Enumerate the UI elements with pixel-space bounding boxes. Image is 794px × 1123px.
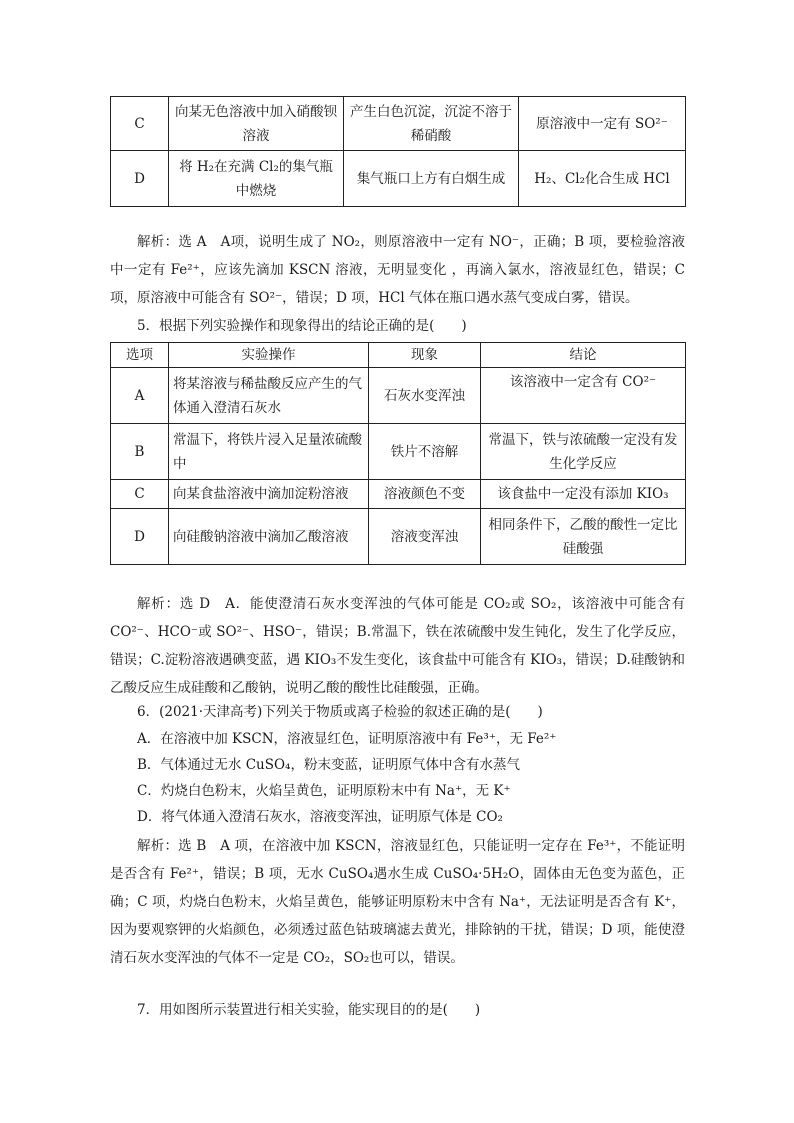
table-row: [111, 151, 686, 207]
analysis-q6: 解析：选 B A 项，在溶液中加 KSCN，溶液显红色，只能证明一定存在 Fe³⁺，不能证明是否含有 Fe²⁺，错误；B 项，无水 CuSO₄遇水生成 CuSO₄·5H₂O，固体由无色变为蓝色，正确；C 项，灼烧白色粉末，火焰呈黄色，能够证明原粉末中含有 Na⁺，无法证明是否含有 K⁺，因为要观察钾的火焰颜色，必须透过蓝色钴玻璃滤去黄光，排除钠的干扰，错误；D 项，能使澄清石灰水变浑浊的气体不一定是 CO₂，SO₂也可以，错误。: [110, 838, 685, 966]
q6-option-b: B．气体通过无水 CuSO₄，粉末变蓝，证明原气体中含有水蒸气: [137, 757, 520, 773]
table-row: [111, 509, 686, 565]
question-7: 7．用如图所示装置进行相关实验，能实现目的的是( ): [137, 1002, 481, 1018]
cell-conclusion: 相同条件下，乙酸的酸性一定比硅酸强: [481, 509, 686, 565]
cell-operation: 将 H₂在充满 Cl₂的集气瓶中燃烧: [169, 151, 344, 207]
q6-option-d: D．将气体通入澄清石灰水，溶液变浑浊，证明原气体是 CO₂: [137, 809, 503, 825]
table-row: [111, 424, 686, 480]
header-operation: 实验操作: [169, 343, 369, 368]
cell-operation: 向某无色溶液中加入硝酸钡溶液: [169, 97, 344, 151]
cell-option: B: [111, 424, 169, 480]
header-option: 选项: [111, 343, 169, 368]
cell-conclusion: 原溶液中一定有 SO²⁻: [519, 97, 686, 151]
cell-phenomenon: 铁片不溶解: [369, 424, 481, 480]
question-6: 6．(2021·天津高考)下列关于物质或离子检验的叙述正确的是( ): [137, 704, 543, 720]
header-conclusion: 结论: [481, 343, 686, 368]
header-phenomenon: 现象: [369, 343, 481, 368]
analysis-q5: 解析：选 D A．能使澄清石灰水变浑浊的气体可能是 CO₂或 SO₂，该溶液中可能含有 CO²⁻、HCO⁻或 SO²⁻、HSO⁻，错误；B.常温下，铁在浓硫酸中发生钝化，发生了化学反应，错误；C.淀粉溶液遇碘变蓝，遇 KIO₃不发生变化，该食盐中可能含有 KIO₃，错误；D.硅酸钠和乙酸反应生成硅酸和乙酸钠，说明乙酸的酸性比硅酸强，正确。: [110, 596, 685, 696]
cell-option: C: [111, 97, 169, 151]
q6-option-c: C．灼烧白色粉末，火焰呈黄色，证明原粉末中有 Na⁺，无 K⁺: [137, 783, 511, 799]
cell-phenomenon: 溶液变浑浊: [369, 509, 481, 565]
cell-phenomenon: 石灰水变浑浊: [369, 368, 481, 424]
cell-phenomenon: 产生白色沉淀，沉淀不溶于稀硝酸: [344, 97, 519, 151]
cell-conclusion: H₂、Cl₂化合生成 HCl: [519, 151, 686, 207]
cell-option: A: [111, 368, 169, 424]
question-5: 5．根据下列实验操作和现象得出的结论正确的是( ): [137, 318, 467, 334]
table-row: [111, 368, 686, 424]
cell-phenomenon: 溶液颜色不变: [369, 480, 481, 509]
table-q5: [110, 342, 686, 565]
table-q4-continued: [110, 96, 686, 207]
cell-operation: 向某食盐溶液中滴加淀粉溶液: [169, 480, 369, 509]
table-row: [111, 480, 686, 509]
cell-option: D: [111, 509, 169, 565]
cell-operation: 常温下，将铁片浸入足量浓硫酸中: [169, 424, 369, 480]
cell-conclusion: 该溶液中一定含有 CO²⁻: [481, 368, 686, 424]
cell-option: D: [111, 151, 169, 207]
cell-operation: 将某溶液与稀盐酸反应产生的气体通入澄清石灰水: [169, 368, 369, 424]
cell-conclusion: 常温下，铁与浓硫酸一定没有发生化学反应: [481, 424, 686, 480]
cell-operation: 向硅酸钠溶液中滴加乙酸溶液: [169, 509, 369, 565]
table-row: [111, 97, 686, 151]
cell-option: C: [111, 480, 169, 509]
cell-phenomenon: 集气瓶口上方有白烟生成: [344, 151, 519, 207]
cell-conclusion: 该食盐中一定没有添加 KIO₃: [481, 480, 686, 509]
analysis-q4: 解析：选 A A项，说明生成了 NO₂，则原溶液中一定有 NO⁻，正确；B 项，要检验溶液中一定有 Fe²⁺，应该先滴加 KSCN 溶液，无明显变化 ，再滴入氯水，溶液显红色，错误；C 项，原溶液中可能含有 SO²⁻，错误；D 项，HCl 气体在瓶口遇水蒸气变成白雾，错误。: [110, 234, 685, 306]
table-header-row: [111, 343, 686, 368]
q6-option-a: A．在溶液中加 KSCN，溶液显红色，证明原溶液中有 Fe³⁺，无 Fe²⁺: [137, 731, 557, 747]
